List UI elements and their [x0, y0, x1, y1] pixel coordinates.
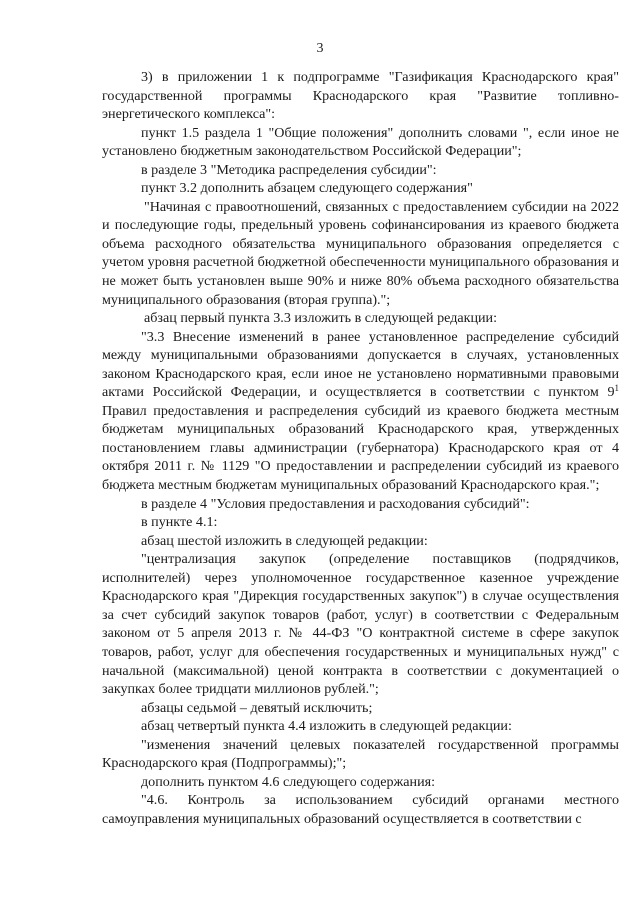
paragraph-section-3: в разделе 3 "Методика распределения субсидии":: [141, 161, 437, 178]
paragraph-procurement-quote: "централизация закупок (определение поставщиков (подрядчиков, исполнителей) через уполномоченное государственное казенное учреждение Краснодарского края "Дирекция государственных закупок") в случае осуществления за счет субсидий закупок товаров (работ, услуг) в соответствии с Федеральным законом от 5 апреля 2013 г. № 44-ФЗ "О контрактной системе в сфере закупок товаров, работ, услуг для обеспечения государственных и муниципальных нужд" с начальной (максимальной) ценой контракта в соответствии с документацией о закупках более тридцати миллионов рублей.";: [102, 551, 619, 698]
paragraph-clause-4-1: в пункте 4.1:: [141, 514, 218, 531]
document-body: [102, 68, 619, 828]
page-number: 3: [316, 41, 324, 56]
paragraph-clause-3-3-quote: [102, 328, 619, 495]
paragraph-clause-4-4: абзац четвертый пункта 4.4 изложить в следующей редакции:: [141, 718, 512, 735]
paragraph-clause-3-3-intro: абзац первый пункта 3.3 изложить в следующей редакции:: [144, 310, 498, 327]
clause-3-3-text-before: "3.3 Внесение изменений в ранее установленное распределение субсидий между муниципальными образованиями допускается в случаях, установленных законом Краснодарского края, если иное не установлено нормативными правовыми актами Российской Федерации, и осуществляется в соответствии с пунктом 9: [102, 328, 619, 401]
paragraph-section-4: в разделе 4 "Условия предоставления и расходования субсидий":: [141, 495, 530, 512]
paragraph-cofinancing-quote: "Начиная с правоотношений, связанных с предоставлением субсидии на 2022 и последующие годы, предельный уровень софинансирования из краевого бюджета объема расходного обязательства муниципального образования определяется с учетом уровня расчетной бюджетной обеспеченности муниципального образования и не может быть установлен выше 90% и ниже 80% объема расходного обязательства муниципального образования (вторая группа).";: [102, 198, 619, 308]
paragraph-sixth-subparagraph: абзац шестой изложить в следующей редакции:: [141, 532, 428, 549]
paragraph-clause-3-2: пункт 3.2 дополнить абзацем следующего содержания": [141, 180, 473, 197]
paragraph-exclusion: абзацы седьмой – девятый исключить;: [141, 699, 373, 716]
clause-3-3-text-after: Правил предоставления и распределения субсидий из краевого бюджета местным бюджетам муниципальных образований Краснодарского края, утвержденных постановлением главы администрации (губернатора) Краснодарского края от 4 октября 2011 г. № 1129 "О предоставлении и распределении субсидий из краевого бюджета местным бюджетам муниципальных образований Краснодарского края.";: [102, 402, 619, 494]
clause-3-3-superscript: 1: [614, 383, 619, 394]
paragraph-clause-1-5: пункт 1.5 раздела 1 "Общие положения" дополнить словами ", если иное не установлено бюджетным законодательством Российской Федерации";: [102, 124, 619, 160]
paragraph-item-3: 3) в приложении 1 к подпрограмме "Газификация Краснодарского края" государственной программы Краснодарского края "Развитие топливно-энергетического комплекса":: [102, 69, 619, 123]
paragraph-add-clause-4-6: дополнить пунктом 4.6 следующего содержания:: [141, 773, 436, 790]
paragraph-clause-4-6-quote: "4.6. Контроль за использованием субсидий органами местного самоуправления муниципальных образований осуществляется в соответствии с: [102, 792, 619, 827]
paragraph-indicators-quote: "изменения значений целевых показателей государственной программы Краснодарского края (Подпрограммы);";: [102, 736, 619, 772]
